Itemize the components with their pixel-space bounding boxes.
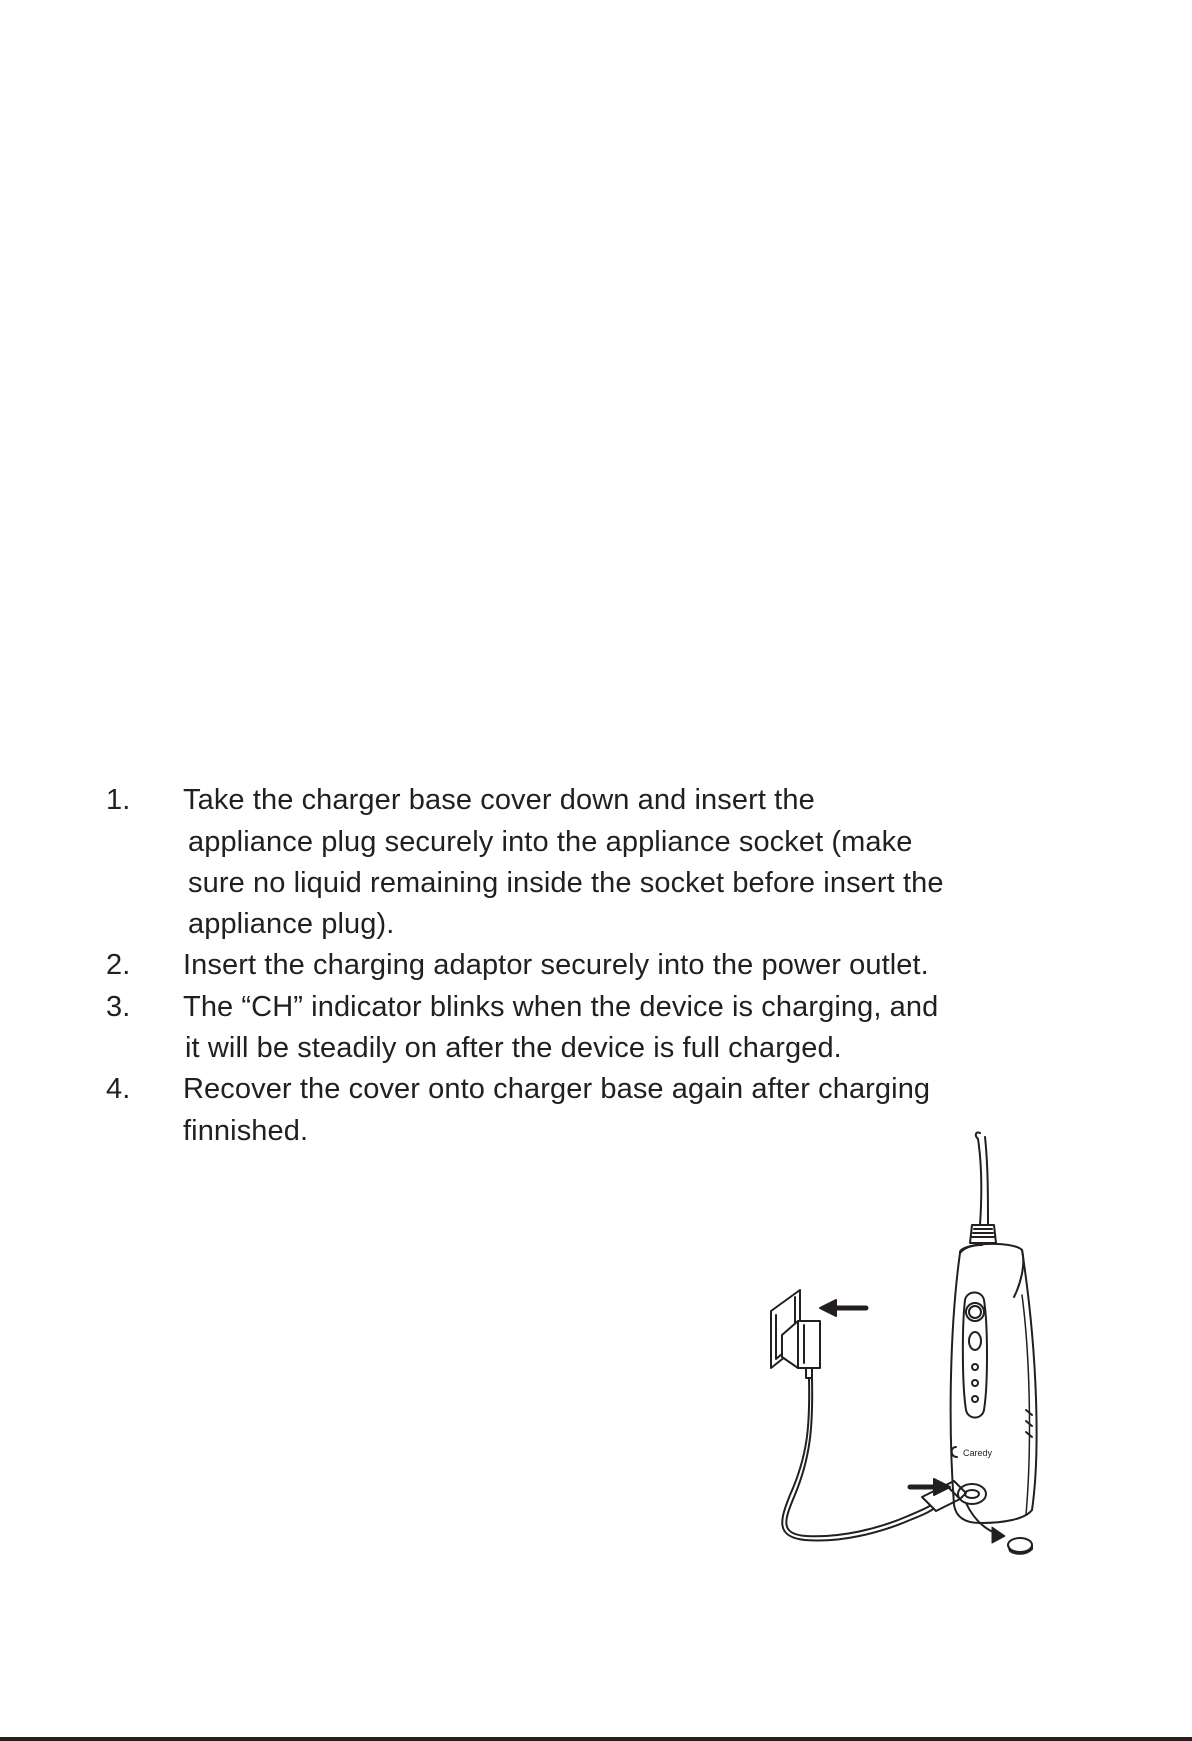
step-1-number: 1. — [106, 784, 131, 816]
arrow-left-icon — [820, 1300, 866, 1316]
bottom-rule — [0, 1737, 1192, 1741]
step-3-number: 3. — [106, 991, 131, 1023]
charging-cable-icon — [782, 1378, 938, 1541]
step-1-line-3: sure no liquid remaining inside the socket before insert the — [188, 867, 944, 899]
charging-illustration — [760, 1125, 1060, 1565]
step-3-line-1: The “CH” indicator blinks when the device is charging, and — [183, 991, 939, 1023]
power-adapter-icon — [782, 1321, 820, 1378]
oral-irrigator-icon — [951, 1132, 1037, 1523]
brand-label: Caredy — [963, 1448, 993, 1458]
step-4-line-2: finnished. — [183, 1115, 309, 1147]
step-4-line-1: Recover the cover onto charger base again after charging — [183, 1073, 931, 1105]
step-4-number: 4. — [106, 1073, 131, 1105]
step-2-line-1: Insert the charging adaptor securely into the power outlet. — [183, 949, 929, 981]
step-3-line-2: it will be steadily on after the device is full charged. — [185, 1032, 842, 1064]
base-cover-icon — [966, 1503, 1032, 1554]
step-1-line-1: Take the charger base cover down and insert the — [183, 784, 815, 816]
step-1-line-4: appliance plug). — [188, 908, 395, 940]
step-2-number: 2. — [106, 949, 131, 981]
step-1-line-2: appliance plug securely into the appliance socket (make — [188, 826, 913, 858]
